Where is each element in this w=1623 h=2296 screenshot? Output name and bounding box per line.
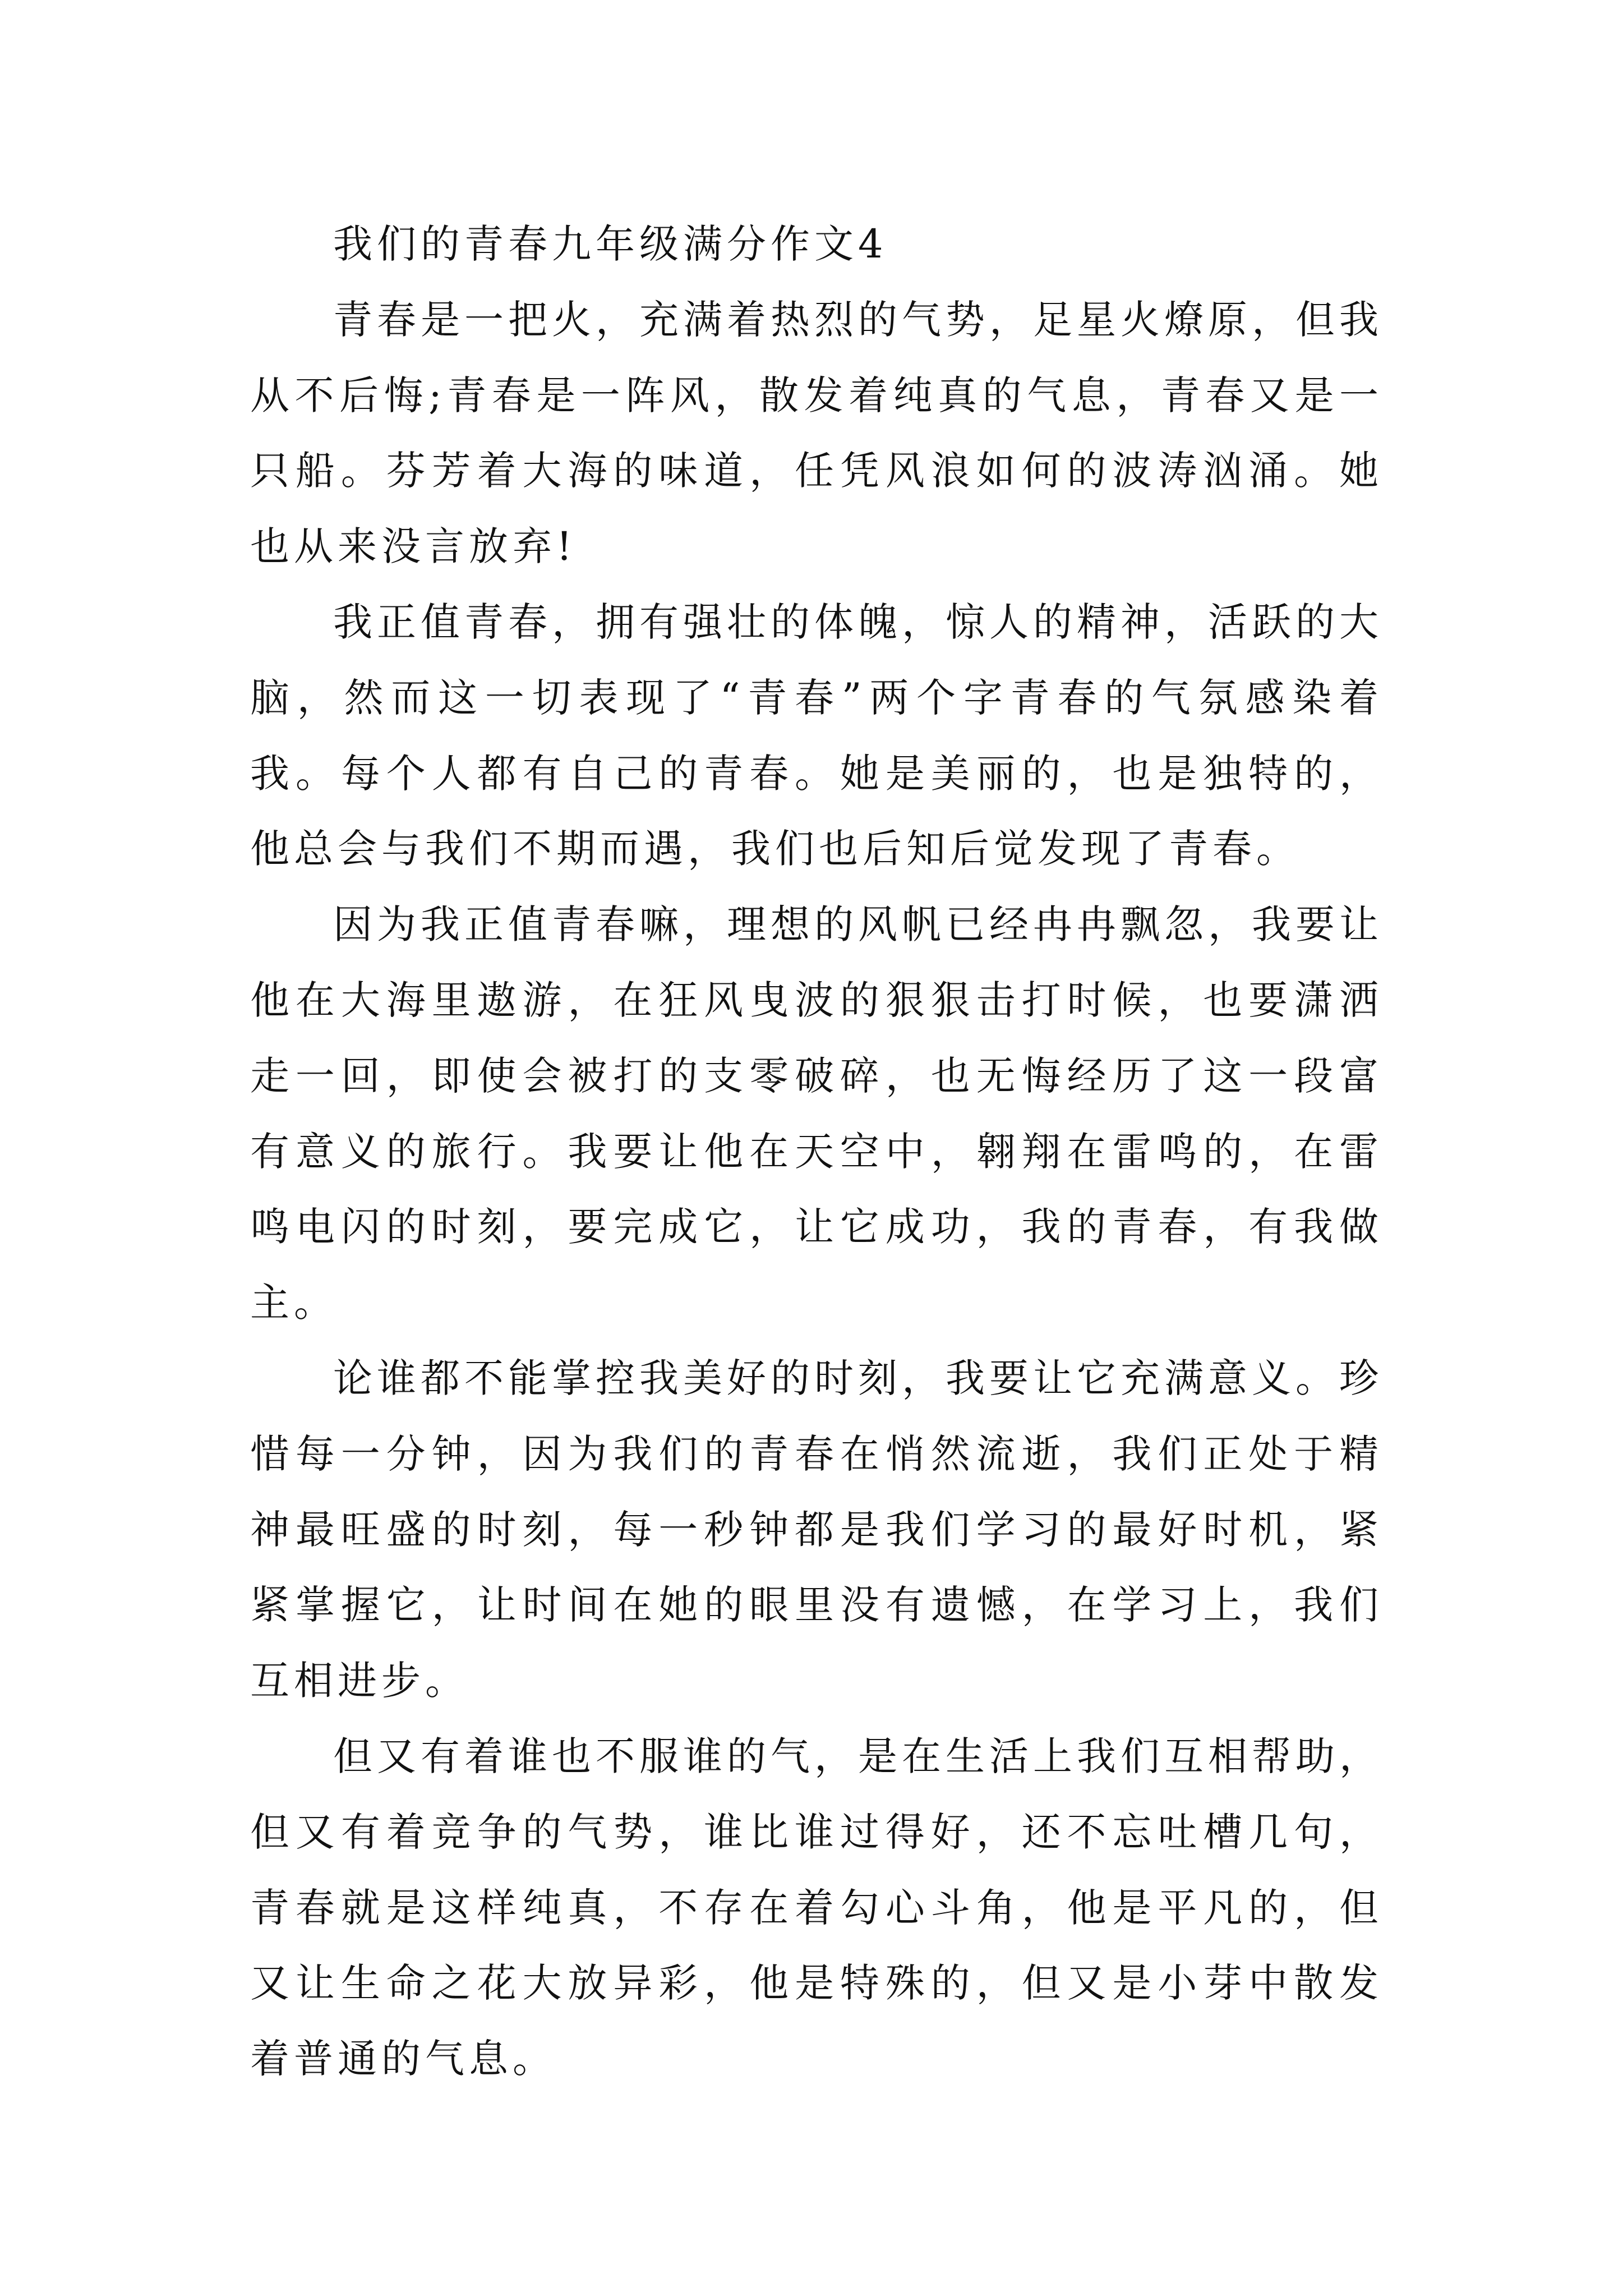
paragraph-4: 论谁都不能掌控我美好的时刻，我要让它充满意义。珍惜每一分钟，因为我们的青春在悄然流逝，我们正处于精神最旺盛的时刻，每一秒钟都是我们学习的最好时机，紧紧掌握它，让时间在她的眼里没有遗憾，在学习上，我们互相进步。 [250, 1355, 1383, 1704]
essay-title: 我们的青春九年级满分作文4 [333, 221, 888, 267]
paragraph-3: 因为我正值青春嘛，理想的风帆已经冉冉飘忽，我要让他在大海里遨游，在狂风曳波的狠狠击打时候，也要潇洒走一回，即使会被打的支零破碎，也无悔经历了这一段富有意义的旅行。我要让他在天空中，翱翔在雷鸣的，在雷鸣电闪的时刻，要完成它，让它成功，我的青春，有我做主。 [250, 901, 1383, 1326]
paragraph-1: 青春是一把火，充满着热烈的气势，足星火燎原，但我从不后悔;青春是一阵风，散发着纯真的气息，青春又是一只船。芬芳着大海的味道，任凭风浪如何的波涛汹涌。她也从来没言放弃! [250, 296, 1383, 570]
paragraph-5: 但又有着谁也不服谁的气，是在生活上我们互相帮助，但又有着竞争的气势，谁比谁过得好，还不忘吐槽几句，青春就是这样纯真，不存在着勾心斗角，他是平凡的，但又让生命之花大放异彩，他是特殊的，但又是小芽中散发着普通的气息。 [250, 1733, 1383, 2082]
essay-body [250, 206, 1383, 2097]
paragraph-2: 我正值青春，拥有强壮的体魄，惊人的精神，活跃的大脑，然而这一切表现了“青春”两个字青春的气氛感染着我。每个人都有自己的青春。她是美丽的，也是独特的，他总会与我们不期而遇，我们也后知后觉发现了青春。 [250, 599, 1383, 872]
